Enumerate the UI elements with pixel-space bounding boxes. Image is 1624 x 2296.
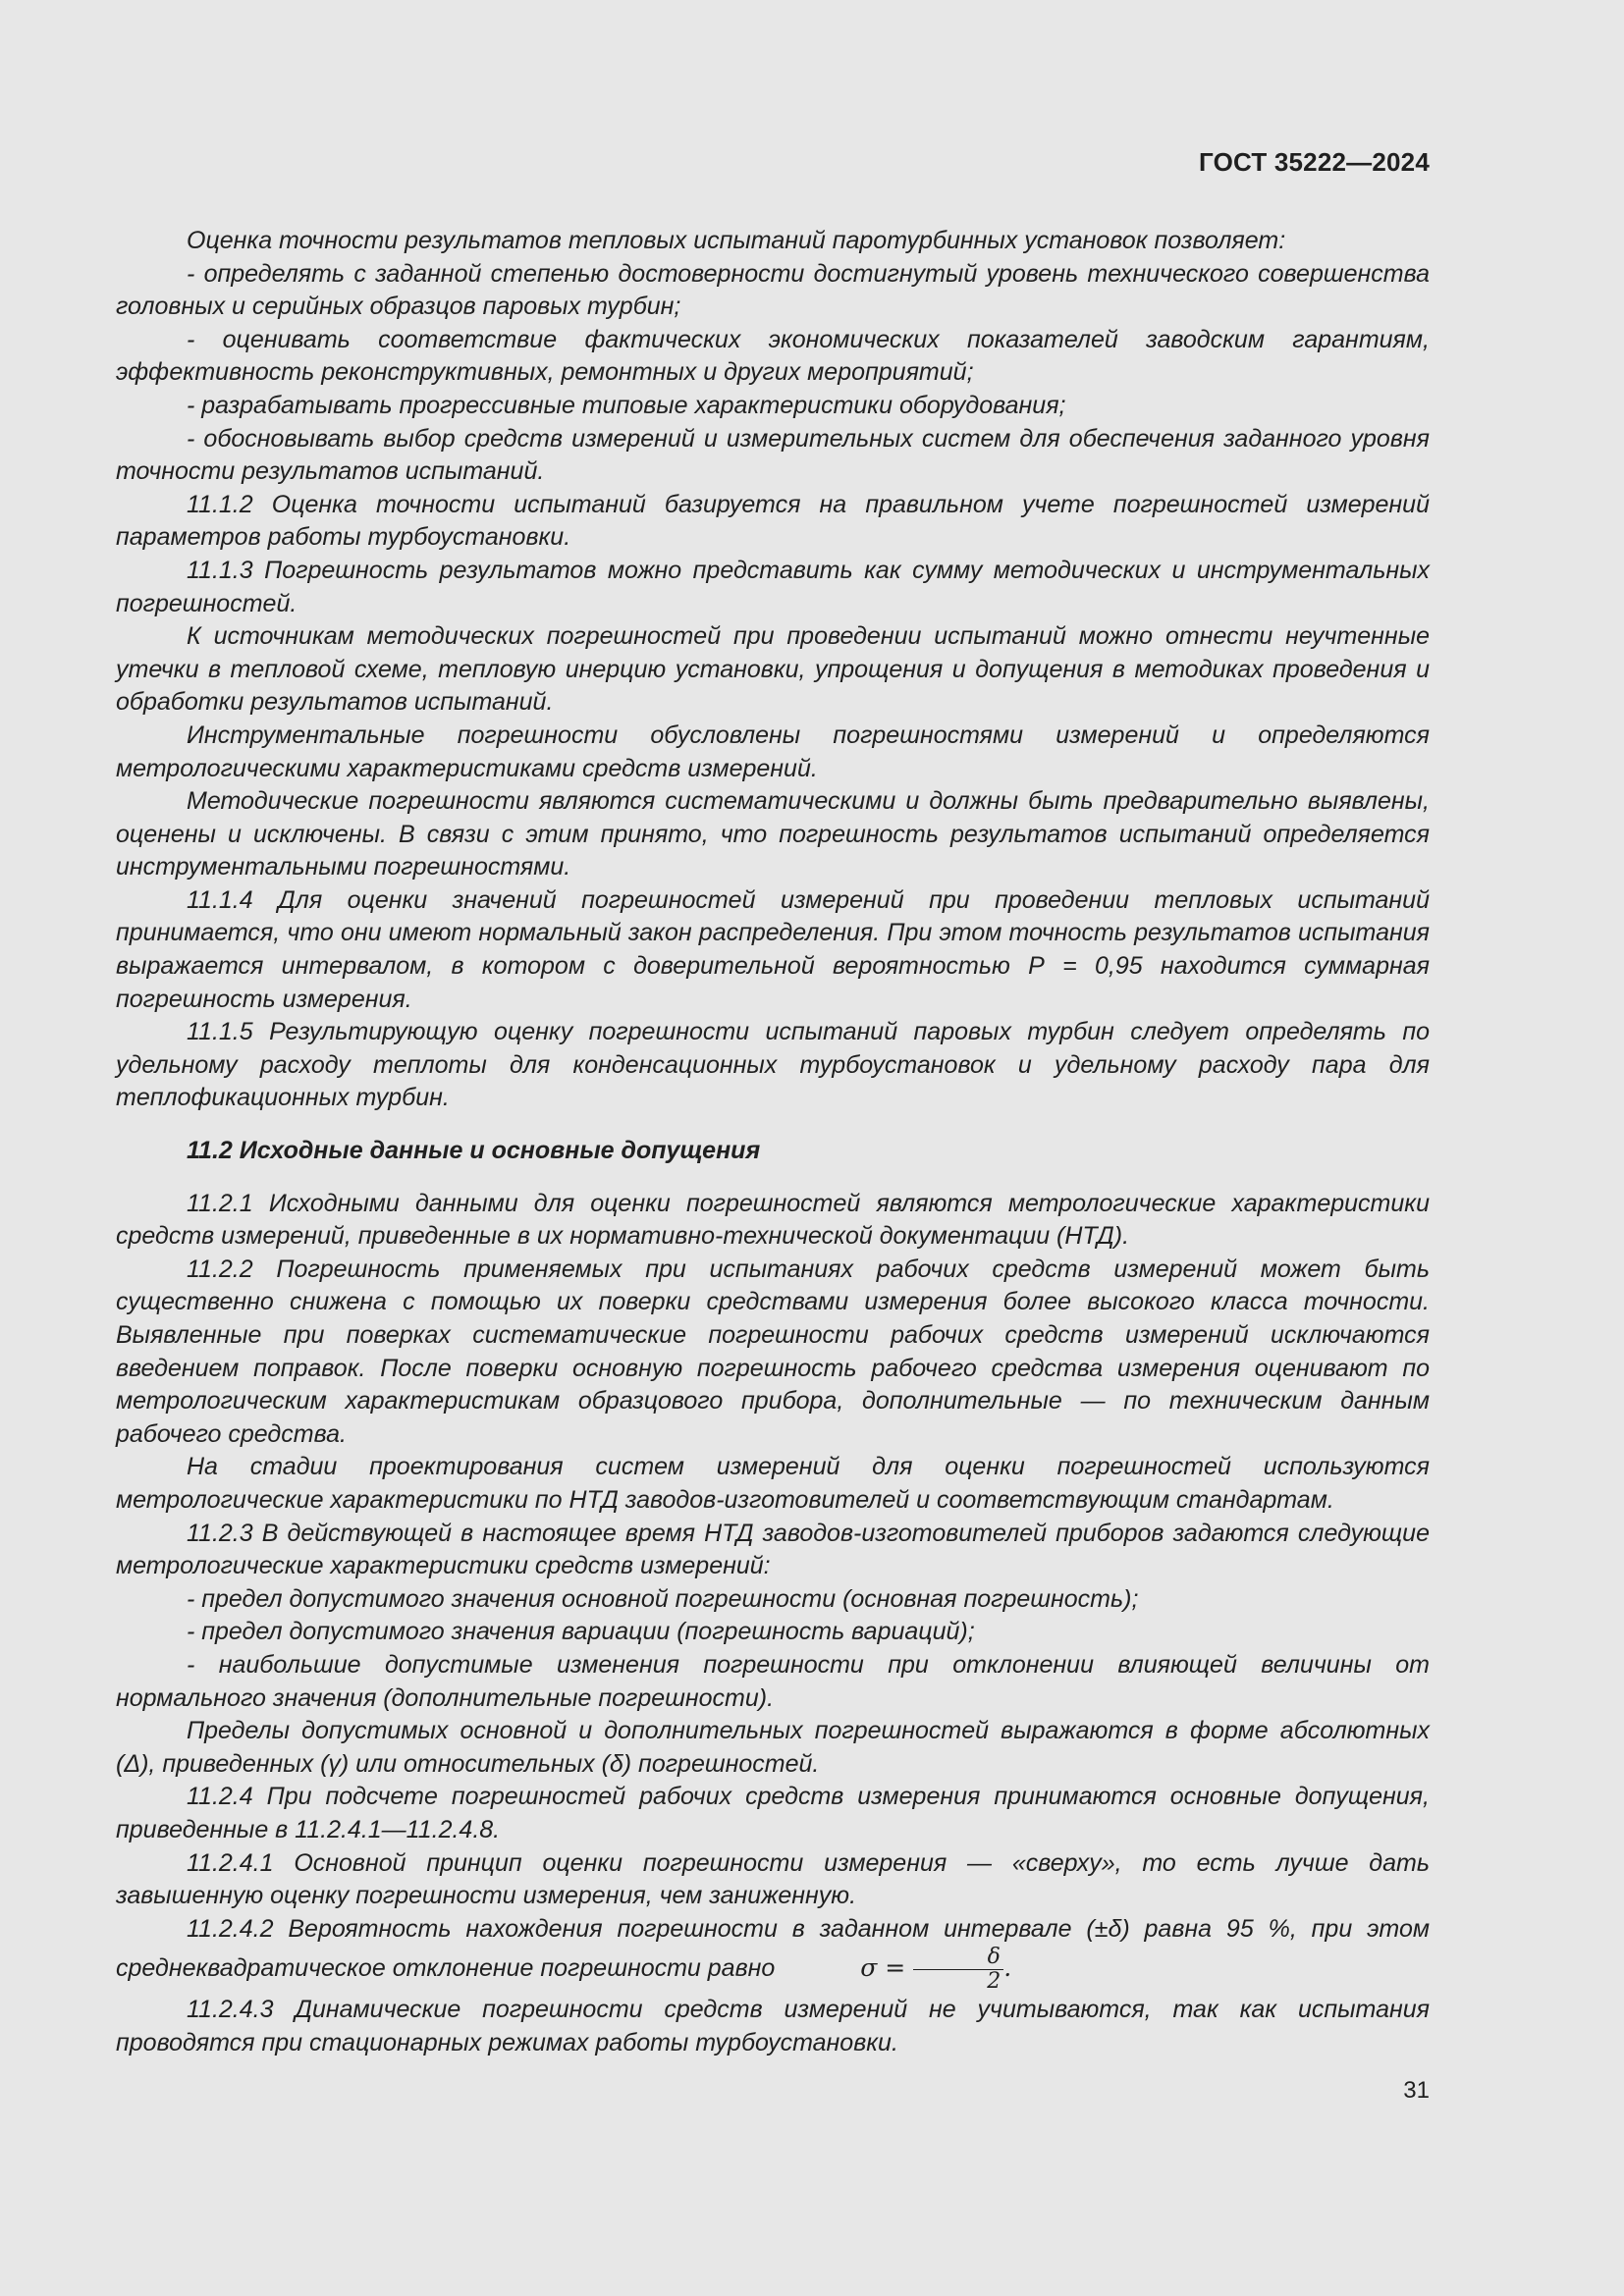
page-number: 31 bbox=[1403, 2077, 1430, 2104]
paragraph: 11.2.4.3 Динамические погрешности средств измерений не учитываются, так как испытания проводятся при стационарных режимах работы турбоустановки. bbox=[116, 1996, 1430, 2056]
paragraph: 11.2.4 При подсчете погрешностей рабочих средств измерения принимаются основные допущения, приведенные в 11.2.4.1—11.2.4.8. bbox=[116, 1783, 1430, 1843]
document-header: ГОСТ 35222—2024 bbox=[1199, 147, 1430, 177]
paragraph: К источникам методических погрешностей при проведении испытаний можно отнести неучтенные утечки в тепловой схеме, тепловую инерцию установки, упрощения и допущения в методиках проведения и обработки результатов испытаний. bbox=[116, 622, 1430, 717]
paragraph: - предел допустимого значения вариации (погрешность вариаций); bbox=[187, 1618, 975, 1646]
paragraph: 11.2.3 В действующей в настоящее время НТД заводов-изготовителей приборов задаются следующие метрологические характеристики средств измерений: bbox=[116, 1519, 1430, 1580]
formula-denominator: 2 bbox=[987, 1969, 1001, 1995]
paragraph: Инструментальные погрешности обусловлены погрешностями измерений и определяются метрологическими характеристиками средств измерений. bbox=[116, 721, 1430, 782]
paragraph: 11.1.4 Для оценки значений погрешностей измерений при проведении тепловых испытаний принимается, что они имеют нормальный закон распределения. При этом точность результатов испытания выражается интервалом, в котором с доверительной вероятностью Р = 0,95 находится суммарная погрешность измерения. bbox=[116, 885, 1430, 1013]
paragraph: На стадии проектирования систем измерений для оценки погрешностей используются метрологические характеристики по НТД заводов-изготовителей и соответствующим стандартам. bbox=[116, 1453, 1430, 1514]
paragraph: Методические погрешности являются систематическими и должны быть предварительно выявлены, оценены и исключены. В связи с этим принято, что погрешность результатов испытаний определяется инструментальными погрешностями. bbox=[116, 787, 1430, 881]
formula-trail: . bbox=[1003, 1953, 1012, 1983]
paragraph: 11.2.2 Погрешность применяемых при испытаниях рабочих средств измерений может быть существенно снижена с помощью их поверки средствами измерения более высокого класса точности. Выявленные при поверках систематические погрешности рабочих средств измерений исключаются введением поправок. После поверки основную погрешность рабочего средства измерения оценивают по метрологическим характеристикам образцового прибора, дополнительные — по техническим данным рабочего средства. bbox=[116, 1255, 1430, 1448]
paragraph: - наибольшие допустимые изменения погрешности при отклонении влияющей величины от нормального значения (дополнительные погрешности). bbox=[116, 1650, 1430, 1712]
paragraph: 11.2.1 Исходными данными для оценки погрешностей являются метрологические характеристики средств измерений, приведенные в их нормативно-технической документации (НТД). bbox=[116, 1189, 1430, 1251]
paragraph: - обосновывать выбор средств измерений и измерительных систем для обеспечения заданного уровня точности результатов испытаний. bbox=[116, 424, 1430, 486]
paragraph: 11.1.5 Результирующую оценку погрешности испытаний паровых турбин следует определять по удельному расходу теплоты для конденсационных турбоустановок и удельному расходу пара для теплофикационных турбин. bbox=[116, 1018, 1430, 1112]
paragraph: - разрабатывать прогрессивные типовые характеристики оборудования; bbox=[187, 391, 1066, 419]
paragraph: 11.1.3 Погрешность результатов можно представить как сумму методических и инструментальных погрешностей. bbox=[116, 556, 1430, 617]
document-body bbox=[116, 225, 1430, 2059]
paragraph-with-formula bbox=[116, 1913, 1430, 1995]
paragraph: Пределы допустимых основной и дополнительных погрешностей выражаются в форме абсолютных (Δ), приведенных (γ) или относительных (δ) погрешностей. bbox=[116, 1717, 1430, 1778]
sigma-formula bbox=[789, 1946, 1011, 1994]
formula-fraction bbox=[913, 1946, 1003, 1994]
section-heading: 11.2 Исходные данные и основные допущения bbox=[187, 1137, 761, 1165]
paragraph: 11.1.2 Оценка точности испытаний базируется на правильном учете погрешностей измерений параметров работы турбоустановки. bbox=[116, 490, 1430, 552]
paragraph: 11.2.4.1 Основной принцип оценки погрешности измерения — «сверху», то есть лучше дать завышенную оценку погрешности измерения, чем заниженную. bbox=[116, 1848, 1430, 1910]
paragraph: - предел допустимого значения основной погрешности (основная погрешность); bbox=[187, 1584, 1139, 1613]
paragraph: Оценка точности результатов тепловых испытаний паротурбинных установок позволяет: bbox=[187, 227, 1286, 254]
paragraph: - оценивать соответствие фактических экономических показателей заводским гарантиям, эффективность реконструктивных, ремонтных и других мероприятий; bbox=[116, 325, 1430, 387]
formula-numerator: δ bbox=[913, 1946, 1003, 1970]
formula-lhs: σ = bbox=[860, 1953, 906, 1983]
paragraph: - определять с заданной степенью достоверности достигнутый уровень технического совершенства головных и серийных образцов паровых турбин; bbox=[116, 259, 1430, 321]
paragraph-text: 11.2.4.2 Вероятность нахождения погрешности в заданном интервале (±δ) равна 95 %, при этом среднеквадратическое отклонение погрешности равно bbox=[116, 1914, 1430, 1983]
